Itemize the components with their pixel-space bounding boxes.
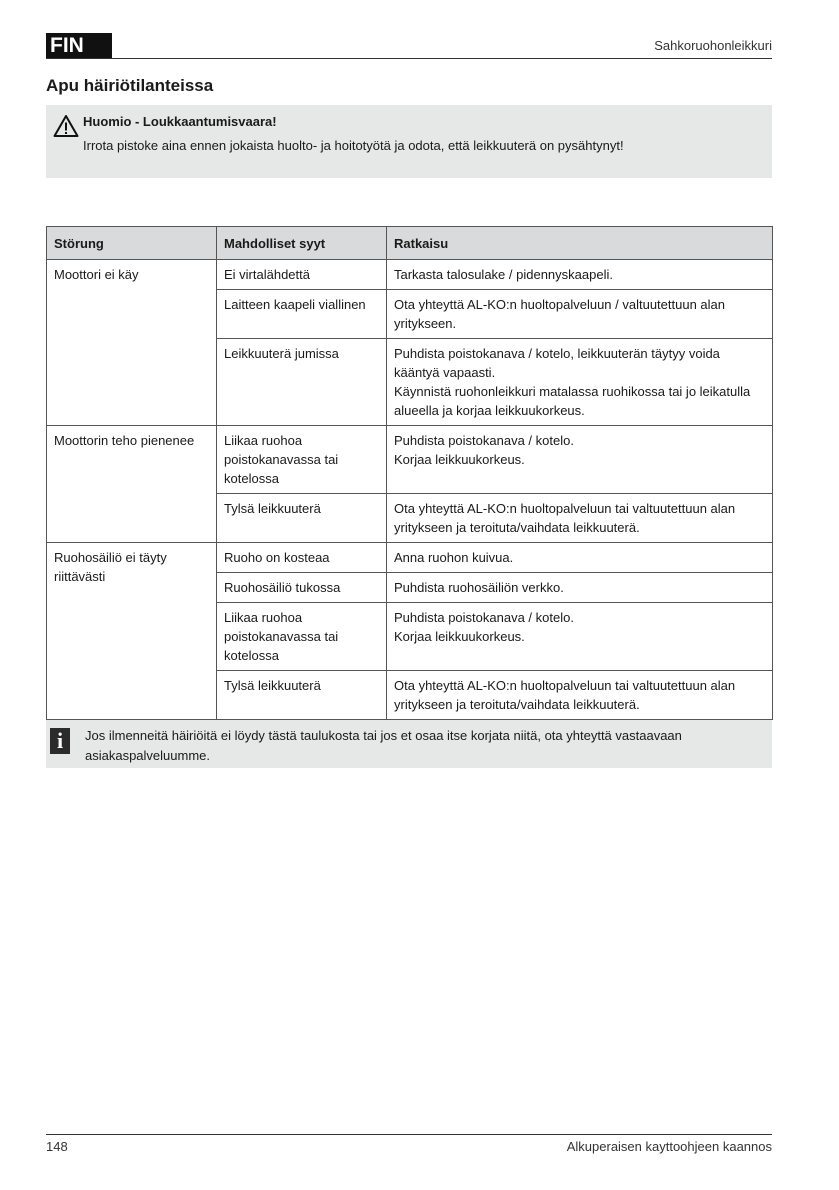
solution-cell (387, 339, 773, 426)
troubleshooting-table (46, 226, 773, 720)
solution-line: Puhdista poistokanava / kotelo, leikkuuterän täytyy voida kääntyä vapaasti. (394, 346, 720, 380)
solution-line: Puhdista poistokanava / kotelo. (394, 433, 574, 448)
table-header-row (47, 227, 773, 260)
cause-cell: Liikaa ruohoa poistokanavassa tai kotelossa (217, 426, 387, 494)
language-badge: FIN (46, 33, 112, 58)
info-icon: i (50, 728, 70, 754)
solution-line: Käynnistä ruohonleikkuri matalassa ruohikossa tai jo leikatulla alueella ja korjaa leikkuukorkeus. (394, 384, 751, 418)
cause-cell: Ei virtalähdettä (217, 260, 387, 290)
page-number: 148 (46, 1139, 68, 1154)
column-header-problem: Störung (47, 227, 217, 260)
problem-cell: Ruohosäiliö ei täyty riittävästi (47, 543, 217, 720)
warning-triangle-icon (53, 114, 79, 138)
solution-line: Anna ruohon kuivua. (394, 550, 514, 565)
table-body (47, 260, 773, 720)
cause-cell: Ruohosäiliö tukossa (217, 573, 387, 603)
warning-text: Irrota pistoke aina ennen jokaista huolto- ja hoitotyötä ja odota, että leikkuuterä on pysähtynyt! (83, 138, 624, 153)
table-row (47, 426, 773, 494)
solution-cell (387, 543, 773, 573)
info-text: Jos ilmenneitä häiriöitä ei löydy tästä taulukosta tai jos et osaa itse korjata niitä, ota yhteyttä vastaavaan asiakaspalveluumme. (85, 728, 682, 763)
solution-cell (387, 290, 773, 339)
table-row (47, 543, 773, 573)
header-divider (46, 58, 772, 59)
solution-line: Korjaa leikkuukorkeus. (394, 629, 525, 644)
problem-cell: Moottori ei käy (47, 260, 217, 426)
warning-title: Huomio - Loukkaantumisvaara! (83, 114, 277, 129)
solution-cell (387, 573, 773, 603)
solution-line: Ota yhteyttä AL-KO:n huoltopalveluun tai valtuutettuun alan yritykseen ja teroituta/vaihdata leikkuuterä. (394, 501, 736, 535)
footer-text: Alkuperaisen kayttoohjeen kaannos (566, 1139, 772, 1154)
solution-cell (387, 260, 773, 290)
solution-line: Puhdista poistokanava / kotelo. (394, 610, 574, 625)
document-title: Sahkoruohonleikkuri (654, 38, 772, 53)
cause-cell: Ruoho on kosteaa (217, 543, 387, 573)
solution-line: Tarkasta talosulake / pidennyskaapeli. (394, 267, 613, 282)
solution-cell (387, 671, 773, 720)
solution-cell (387, 603, 773, 671)
problem-cell: Moottorin teho pienenee (47, 426, 217, 543)
column-header-causes: Mahdolliset syyt (217, 227, 387, 260)
cause-cell: Tylsä leikkuuterä (217, 671, 387, 720)
table-row (47, 260, 773, 290)
warning-box (46, 105, 772, 178)
section-title: Apu häiriötilanteissa (46, 76, 214, 95)
info-box (46, 720, 772, 768)
cause-cell: Liikaa ruohoa poistokanavassa tai kotelossa (217, 603, 387, 671)
solution-line: Korjaa leikkuukorkeus. (394, 452, 525, 467)
solution-line: Ota yhteyttä AL-KO:n huoltopalveluun / valtuutettuun alan yritykseen. (394, 297, 725, 331)
solution-cell (387, 494, 773, 543)
cause-cell: Laitteen kaapeli viallinen (217, 290, 387, 339)
solution-line: Puhdista ruohosäiliön verkko. (394, 580, 564, 595)
column-header-solution: Ratkaisu (387, 227, 773, 260)
solution-line: Ota yhteyttä AL-KO:n huoltopalveluun tai valtuutettuun alan yritykseen ja teroituta/vaihdata leikkuuterä. (394, 678, 736, 712)
solution-cell (387, 426, 773, 494)
cause-cell: Tylsä leikkuuterä (217, 494, 387, 543)
cause-cell: Leikkuuterä jumissa (217, 339, 387, 426)
footer-divider (46, 1134, 772, 1135)
